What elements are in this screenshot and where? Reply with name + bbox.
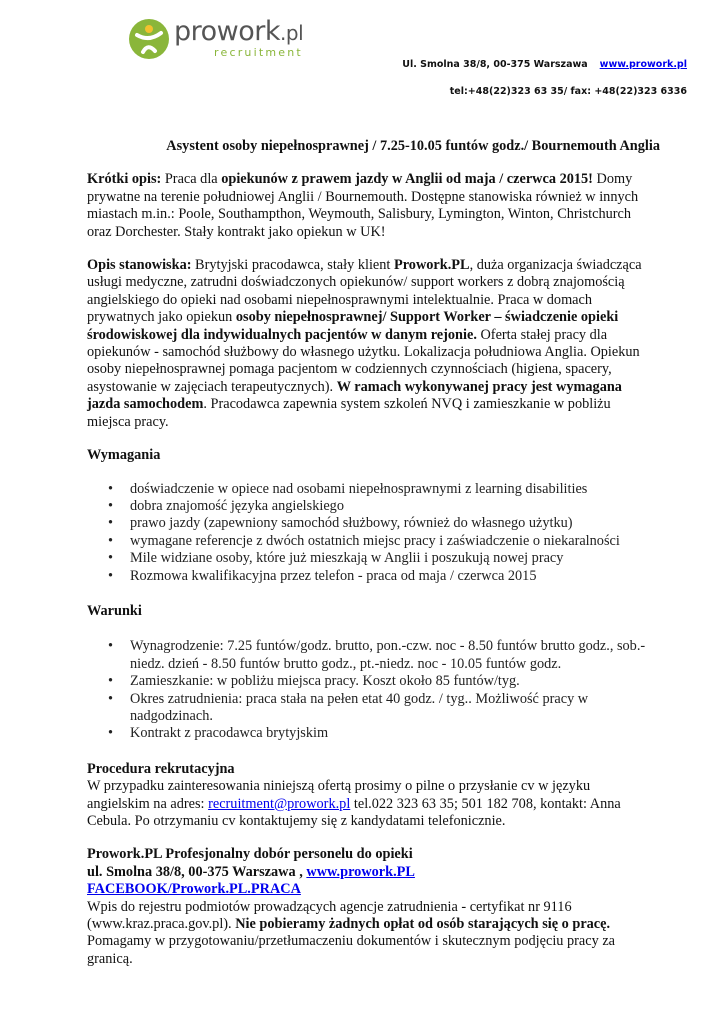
list-item: • dobra znajomość języka angielskiego <box>130 498 647 515</box>
footer-facebook-line <box>87 881 647 898</box>
job-title: Asystent osoby niepełnosprawnej / 7.25-10.05 funtów godz./ Bournemouth Anglia <box>166 138 660 154</box>
list-item: • Kontrakt z pracodawca brytyjskim <box>130 725 647 742</box>
footer-registry-text: Wpis do rejestru podmiotów prowadzących agencje zatrudnienia - certyfikat nr 9116 (www.kraz.praca.gov.pl). Nie pobieramy żadnych opłat od osób starających się o pracę. Pomagamy w przygotowaniu/przetłumaczeniu dokumentów i skutecznym podjęciu pracy za granicą. <box>87 898 616 967</box>
list-item: • Zamieszkanie: w pobliżu miejsca pracy. Koszt około 85 funtów/tyg. <box>130 673 647 690</box>
header-address: Ul. Smolna 38/8, 00-375 Warszawa <box>402 59 588 70</box>
short-description: Krótki opis: Praca dla opiekunów z prawem jazdy w Anglii od maja / czerwca 2015! Domy prywatne na terenie południowej Anglii / Bournemouth. Dostępne stanowiska również w innych miastach m.in.: Poole, Southampthon, Weymouth, Salisbury, Lymington, Winton, Christchurch oraz Dorchester. Stały kontrakt jako opiekun w UK! <box>87 171 639 240</box>
footer-company-line: Prowork.PL Profesjonalny dobór personelu do opieki <box>87 846 413 863</box>
logo-mark-icon <box>128 18 170 60</box>
logo-subtitle: recruitment <box>214 46 303 59</box>
list-item: • Okres zatrudnienia: praca stała na pełen etat 40 godz. / tyg.. Możliwość pracy w nadgodzinach. <box>130 691 647 726</box>
company-logo <box>128 14 328 64</box>
footer-website-link[interactable]: www.prowork.PL <box>306 863 415 880</box>
procedure-heading: Procedura rekrutacyjna <box>87 760 235 777</box>
requirements-heading: Wymagania <box>87 447 161 464</box>
job-description: Opis stanowiska: Brytyjski pracodawca, stały klient Prowork.PL, duża organizacja świadcząca usługi medyczne, zatrudni doświadczonych opiekunów/ support workers z dobrą znajomością angielskiego do opieki nad osobami niepełnosprawnymi intelektualnie. Praca w domach prywatnych jako opiekun osoby niepełnosprawnej/ Support Worker – świadczenie opieki środowiskowej dla indywidualnych pacjentów w danym rejonie. Oferta stałej pracy dla opiekunów - samochód służbowy do własnego użytku. Lokalizacja południowa Anglia. Opiekun osoby niepełnosprawnej pomaga pacjentom w codziennych czynnościach (higiena, spacery, asystowanie w zajęciach terapeutycznych). W ramach wykonywanej pracy jest wymagana jazda samochodem. Pracodawca zapewnia system szkoleń NVQ i zamieszkanie w pobliżu miejsca pracy. <box>87 257 642 430</box>
conditions-list <box>87 638 647 742</box>
list-item: • prawo jazdy (zapewniony samochód służbowy, również do własnego użytku) <box>130 515 647 532</box>
list-item: • wymagane referencje z dwóch ostatnich miejsc pracy i zaświadczenie o niekaralności <box>130 533 647 550</box>
email-link[interactable]: recruitment@prowork.pl <box>208 795 351 812</box>
list-item: • Rozmowa kwalifikacyjna przez telefon - praca od maja / czerwca 2015 <box>130 568 647 585</box>
requirements-list <box>87 481 647 585</box>
list-item: • Wynagrodzenie: 7.25 funtów/godz. brutto, pon.-czw. noc - 8.50 funtów brutto godz., sob.-niedz. dzień - 8.50 funtów brutto godz., pt.-niedz. noc - 10.05 funtów godz. <box>130 638 647 673</box>
document-body <box>87 138 660 968</box>
list-item: • Mile widziane osoby, które już mieszkają w Anglii i poszukują nowej pracy <box>130 550 647 567</box>
header-website-link[interactable]: www.prowork.pl <box>599 59 687 70</box>
footer-address-line: ul. Smolna 38/8, 00-375 Warszawa , www.prowork.PL <box>87 863 415 880</box>
header-address-line <box>402 59 687 70</box>
header-phone-fax: tel:+48(22)323 63 35/ fax: +48(22)323 6336 <box>449 86 687 97</box>
logo-wordmark: prowork.pl <box>174 16 304 47</box>
facebook-link[interactable]: FACEBOOK/Prowork.PL.PRACA <box>87 881 301 898</box>
list-item: • doświadczenie w opiece nad osobami niepełnosprawnymi z learning disabilities <box>130 481 647 498</box>
procedure-text: W przypadku zainteresowania niniejszą ofertą prosimy o pilne o przysłanie cv w języku angielskim na adres: recruitment@prowork.pl tel.022 323 63 35; 501 182 708, kontakt: Anna Cebula. Po otrzymaniu cv kontaktujemy się z kandydatami telefonicznie. <box>87 778 621 829</box>
conditions-heading: Warunki <box>87 602 142 619</box>
